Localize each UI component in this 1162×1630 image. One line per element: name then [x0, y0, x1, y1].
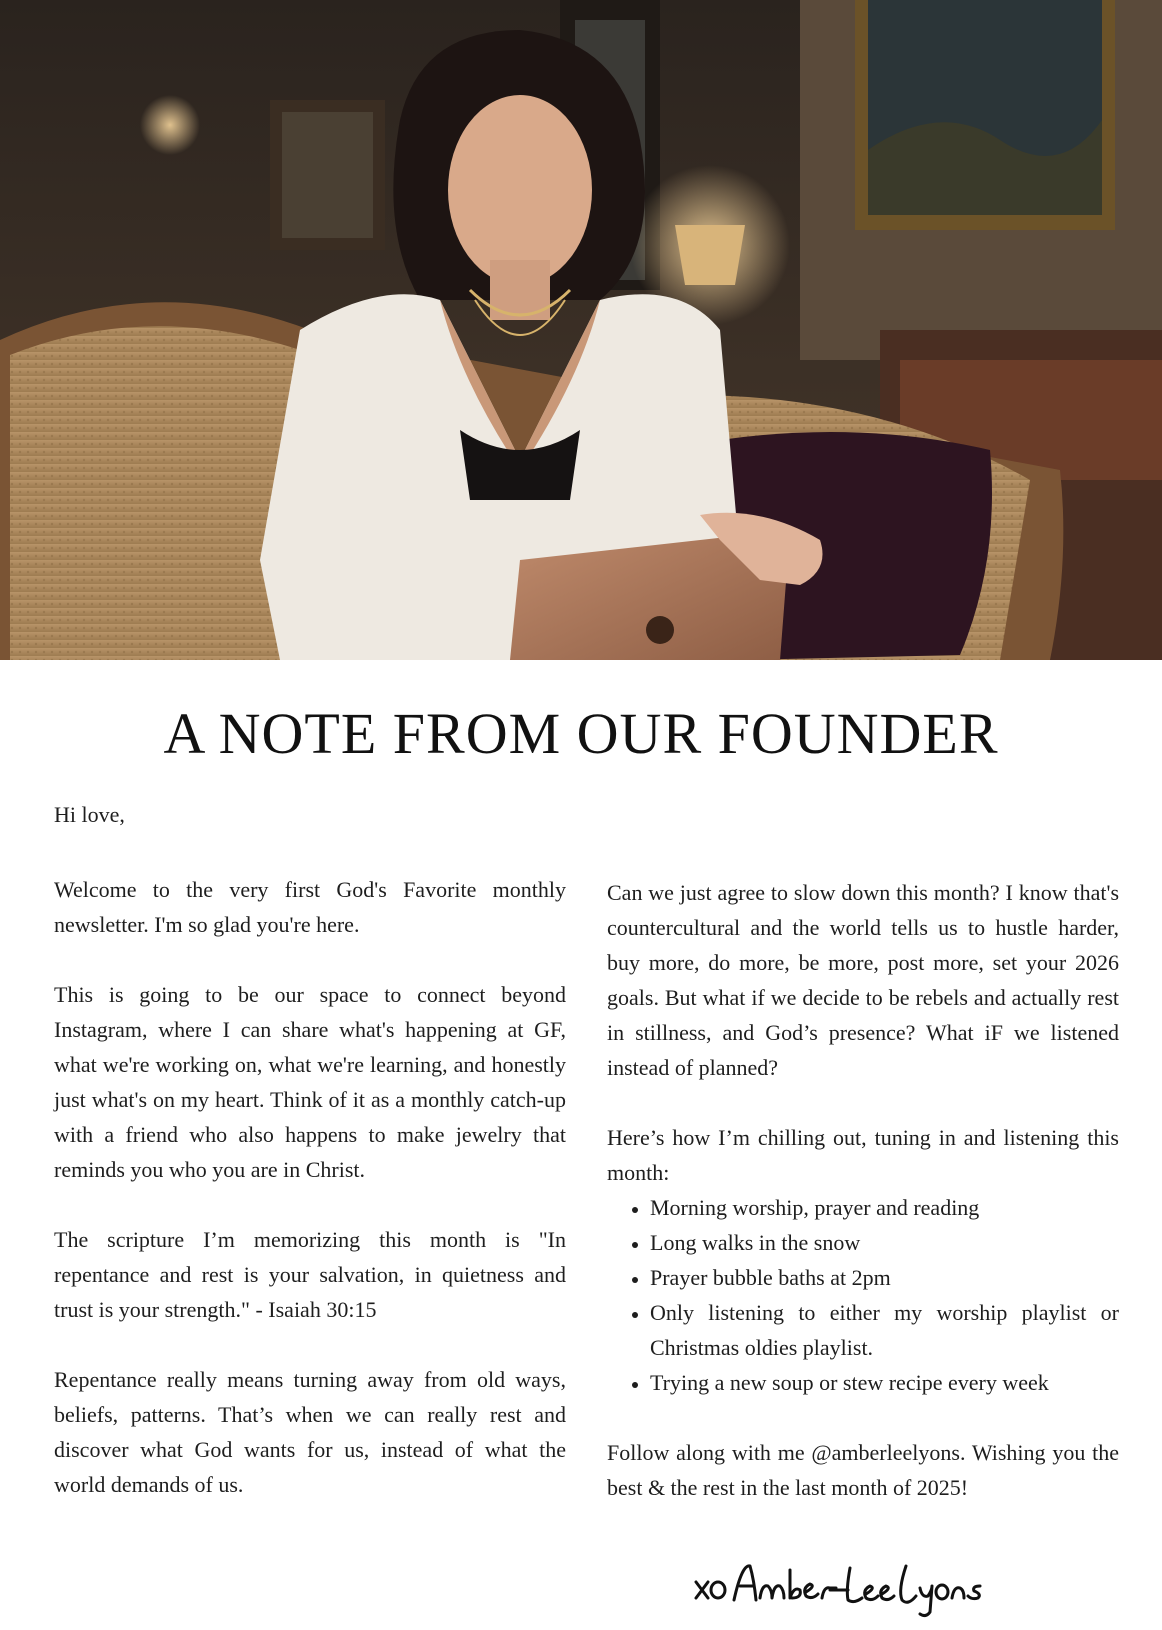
founder-photo-image	[0, 0, 1162, 660]
paragraph-slow-down: Can we just agree to slow down this month? I know that's countercultural and the world tells us to hustle harder, buy more, do more, be more, post more, set your 2026 goals. But what if we decide to be rebels and actually rest in stillness, and God’s presence? What iF we listened instead of planned?	[607, 880, 1119, 1080]
handwritten-signature	[690, 1560, 990, 1620]
greeting: Hi love,	[54, 802, 125, 827]
list-item: • Trying a new soup or stew recipe every week	[650, 1365, 1119, 1400]
paragraph-welcome: Welcome to the very first God's Favorite monthly newsletter. I'm so glad you're here.	[54, 877, 566, 937]
list-item: • Prayer bubble baths at 2pm	[650, 1260, 1119, 1295]
paragraph-closing: Follow along with me @amberleelyons. Wishing you the best & the rest in the last month of 2025!	[607, 1440, 1119, 1500]
list-item: • Only listening to either my worship playlist or Christmas oldies playlist.	[650, 1295, 1119, 1365]
paragraph-space: This is going to be our space to connect beyond Instagram, where I can share what's happening at GF, what we're working on, what we're learning, and honestly just what's on my heart. Think of it as a monthly catch-up with a friend who also happens to make jewelry that reminds you who you are in Christ.	[54, 982, 566, 1182]
page-title: A NOTE FROM OUR FOUNDER	[163, 701, 999, 766]
list-item: • Morning worship, prayer and reading	[650, 1190, 1119, 1225]
list-item: • Long walks in the snow	[650, 1225, 1119, 1260]
paragraph-scripture: The scripture I’m memorizing this month is "In repentance and rest is your salvation, in quietness and trust is your strength." - Isaiah 30:15	[54, 1227, 566, 1322]
hero-photo	[0, 0, 1162, 660]
right-column	[607, 875, 1119, 1505]
left-column	[54, 872, 566, 1502]
signature-drawing	[690, 1560, 990, 1620]
habits-list	[607, 1190, 1119, 1400]
paragraph-repentance: Repentance really means turning away from old ways, beliefs, patterns. That’s when we can really rest and discover what God wants for us, instead of what the world demands of us.	[54, 1367, 566, 1497]
paragraph-list-intro: Here’s how I’m chilling out, tuning in and listening this month:	[607, 1125, 1119, 1185]
